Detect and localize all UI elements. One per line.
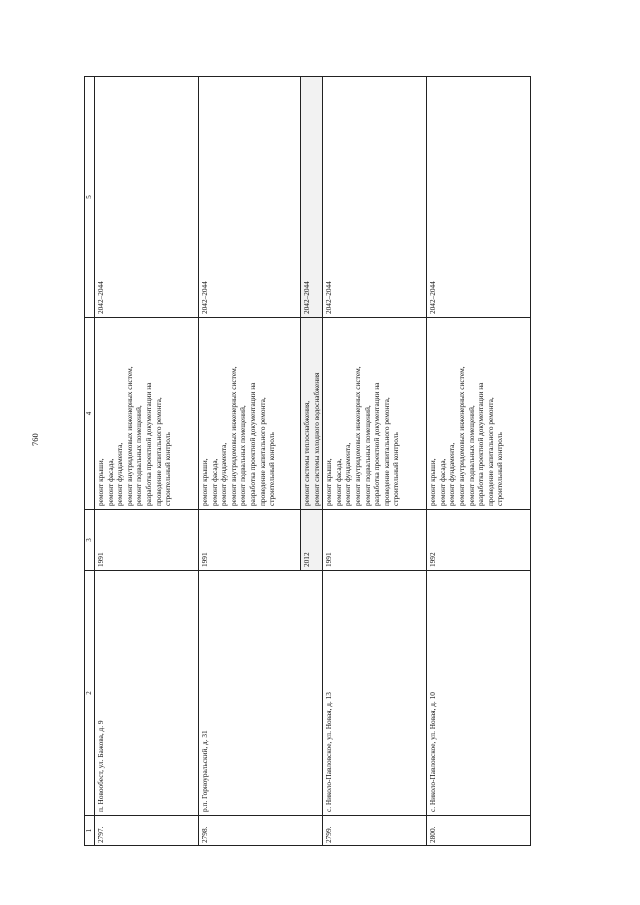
work-item: разработка проектной документации на [143, 382, 153, 506]
works-cell [95, 318, 199, 510]
row-number: 2799. [323, 816, 427, 846]
work-item: разработка проектной документации на [372, 382, 382, 506]
year-cell: 1992 [427, 510, 531, 571]
table-row [323, 77, 427, 846]
row-number: 2798. [199, 816, 323, 846]
table-row [199, 77, 301, 846]
address-cell: п. Новообест, ул. Бажова, д. 9 [95, 571, 199, 816]
header-cell-1: 1 [85, 816, 95, 846]
work-item: разработка проектной документации на [476, 382, 486, 506]
work-item: ремонт фундамента, [447, 442, 457, 506]
works-cell [199, 318, 301, 510]
work-item: ремонт крыши, [324, 458, 334, 506]
work-item: ремонт фасада, [437, 458, 447, 506]
repair-schedule-table-wrapper [84, 77, 531, 846]
work-item: проведение капитального ремонта, [381, 397, 391, 506]
header-cell-2: 2 [85, 571, 95, 816]
year-cell: 1991 [323, 510, 427, 571]
work-item: ремонт крыши, [428, 458, 438, 506]
works-cell [427, 318, 531, 510]
repair-schedule-table [84, 76, 531, 846]
work-item: разработка проектной документации на [247, 382, 257, 506]
work-item: ремонт подвальных помещений, [238, 405, 248, 506]
work-item: ремонт фундамента, [115, 442, 125, 506]
row-number: 2800. [427, 816, 531, 846]
period-cell: 2042–2044 [323, 77, 427, 318]
header-cell-5: 5 [85, 77, 95, 318]
work-item: ремонт системы холодного водоснабжения [311, 372, 321, 506]
work-item: ремонт фасада, [333, 458, 343, 506]
header-cell-3: 3 [85, 510, 95, 571]
work-item: ремонт крыши, [200, 458, 209, 506]
year-cell: 2012 [301, 510, 323, 571]
page-number: 760 [30, 433, 40, 446]
work-item: ремонт фасада, [209, 458, 219, 506]
work-item: ремонт внутридомовых инженерных систем, [124, 366, 134, 506]
work-item: ремонт внутридомовых инженерных систем, [456, 366, 466, 506]
period-cell: 2042–2044 [95, 77, 199, 318]
work-item: строительный контроль [495, 432, 505, 506]
work-item: ремонт внутридомовых инженерных систем, [352, 366, 362, 506]
work-item: ремонт фундамента, [219, 442, 229, 506]
works-cell [323, 318, 427, 510]
work-item: строительный контроль [391, 432, 401, 506]
works-cell [301, 318, 323, 510]
address-cell: р.п. Горноуральский, д. 31 [199, 571, 323, 816]
period-cell: 2042–2044 [427, 77, 531, 318]
table-row [427, 77, 531, 846]
work-item: ремонт подвальных помещений, [466, 405, 476, 506]
period-cell: 2042–2044 [301, 77, 323, 318]
work-item: проведение капитального ремонта, [257, 397, 267, 506]
year-cell: 1991 [95, 510, 199, 571]
work-item: ремонт фасада, [105, 458, 115, 506]
address-cell: с. Николо-Павловское, ул. Новая, д. 10 [427, 571, 531, 816]
work-item: проведение капитального ремонта, [153, 397, 163, 506]
period-cell: 2042–2044 [199, 77, 301, 318]
work-item: строительный контроль [163, 432, 173, 506]
header-cell-4: 4 [85, 318, 95, 510]
work-item: ремонт фундамента, [343, 442, 353, 506]
work-item: ремонт системы теплоснабжения, [302, 400, 311, 506]
header-row [85, 77, 95, 846]
work-item: ремонт внутридомовых инженерных систем, [228, 366, 238, 506]
work-item: ремонт крыши, [96, 458, 105, 506]
table-row [95, 77, 199, 846]
address-cell: с. Николо-Павловское, ул. Новая, д. 13 [323, 571, 427, 816]
row-number: 2797. [95, 816, 199, 846]
work-item: ремонт подвальных помещений, [134, 405, 144, 506]
year-cell: 1991 [199, 510, 301, 571]
work-item: строительный контроль [267, 432, 277, 506]
work-item: ремонт подвальных помещений, [362, 405, 372, 506]
work-item: проведение капитального ремонта, [485, 397, 495, 506]
